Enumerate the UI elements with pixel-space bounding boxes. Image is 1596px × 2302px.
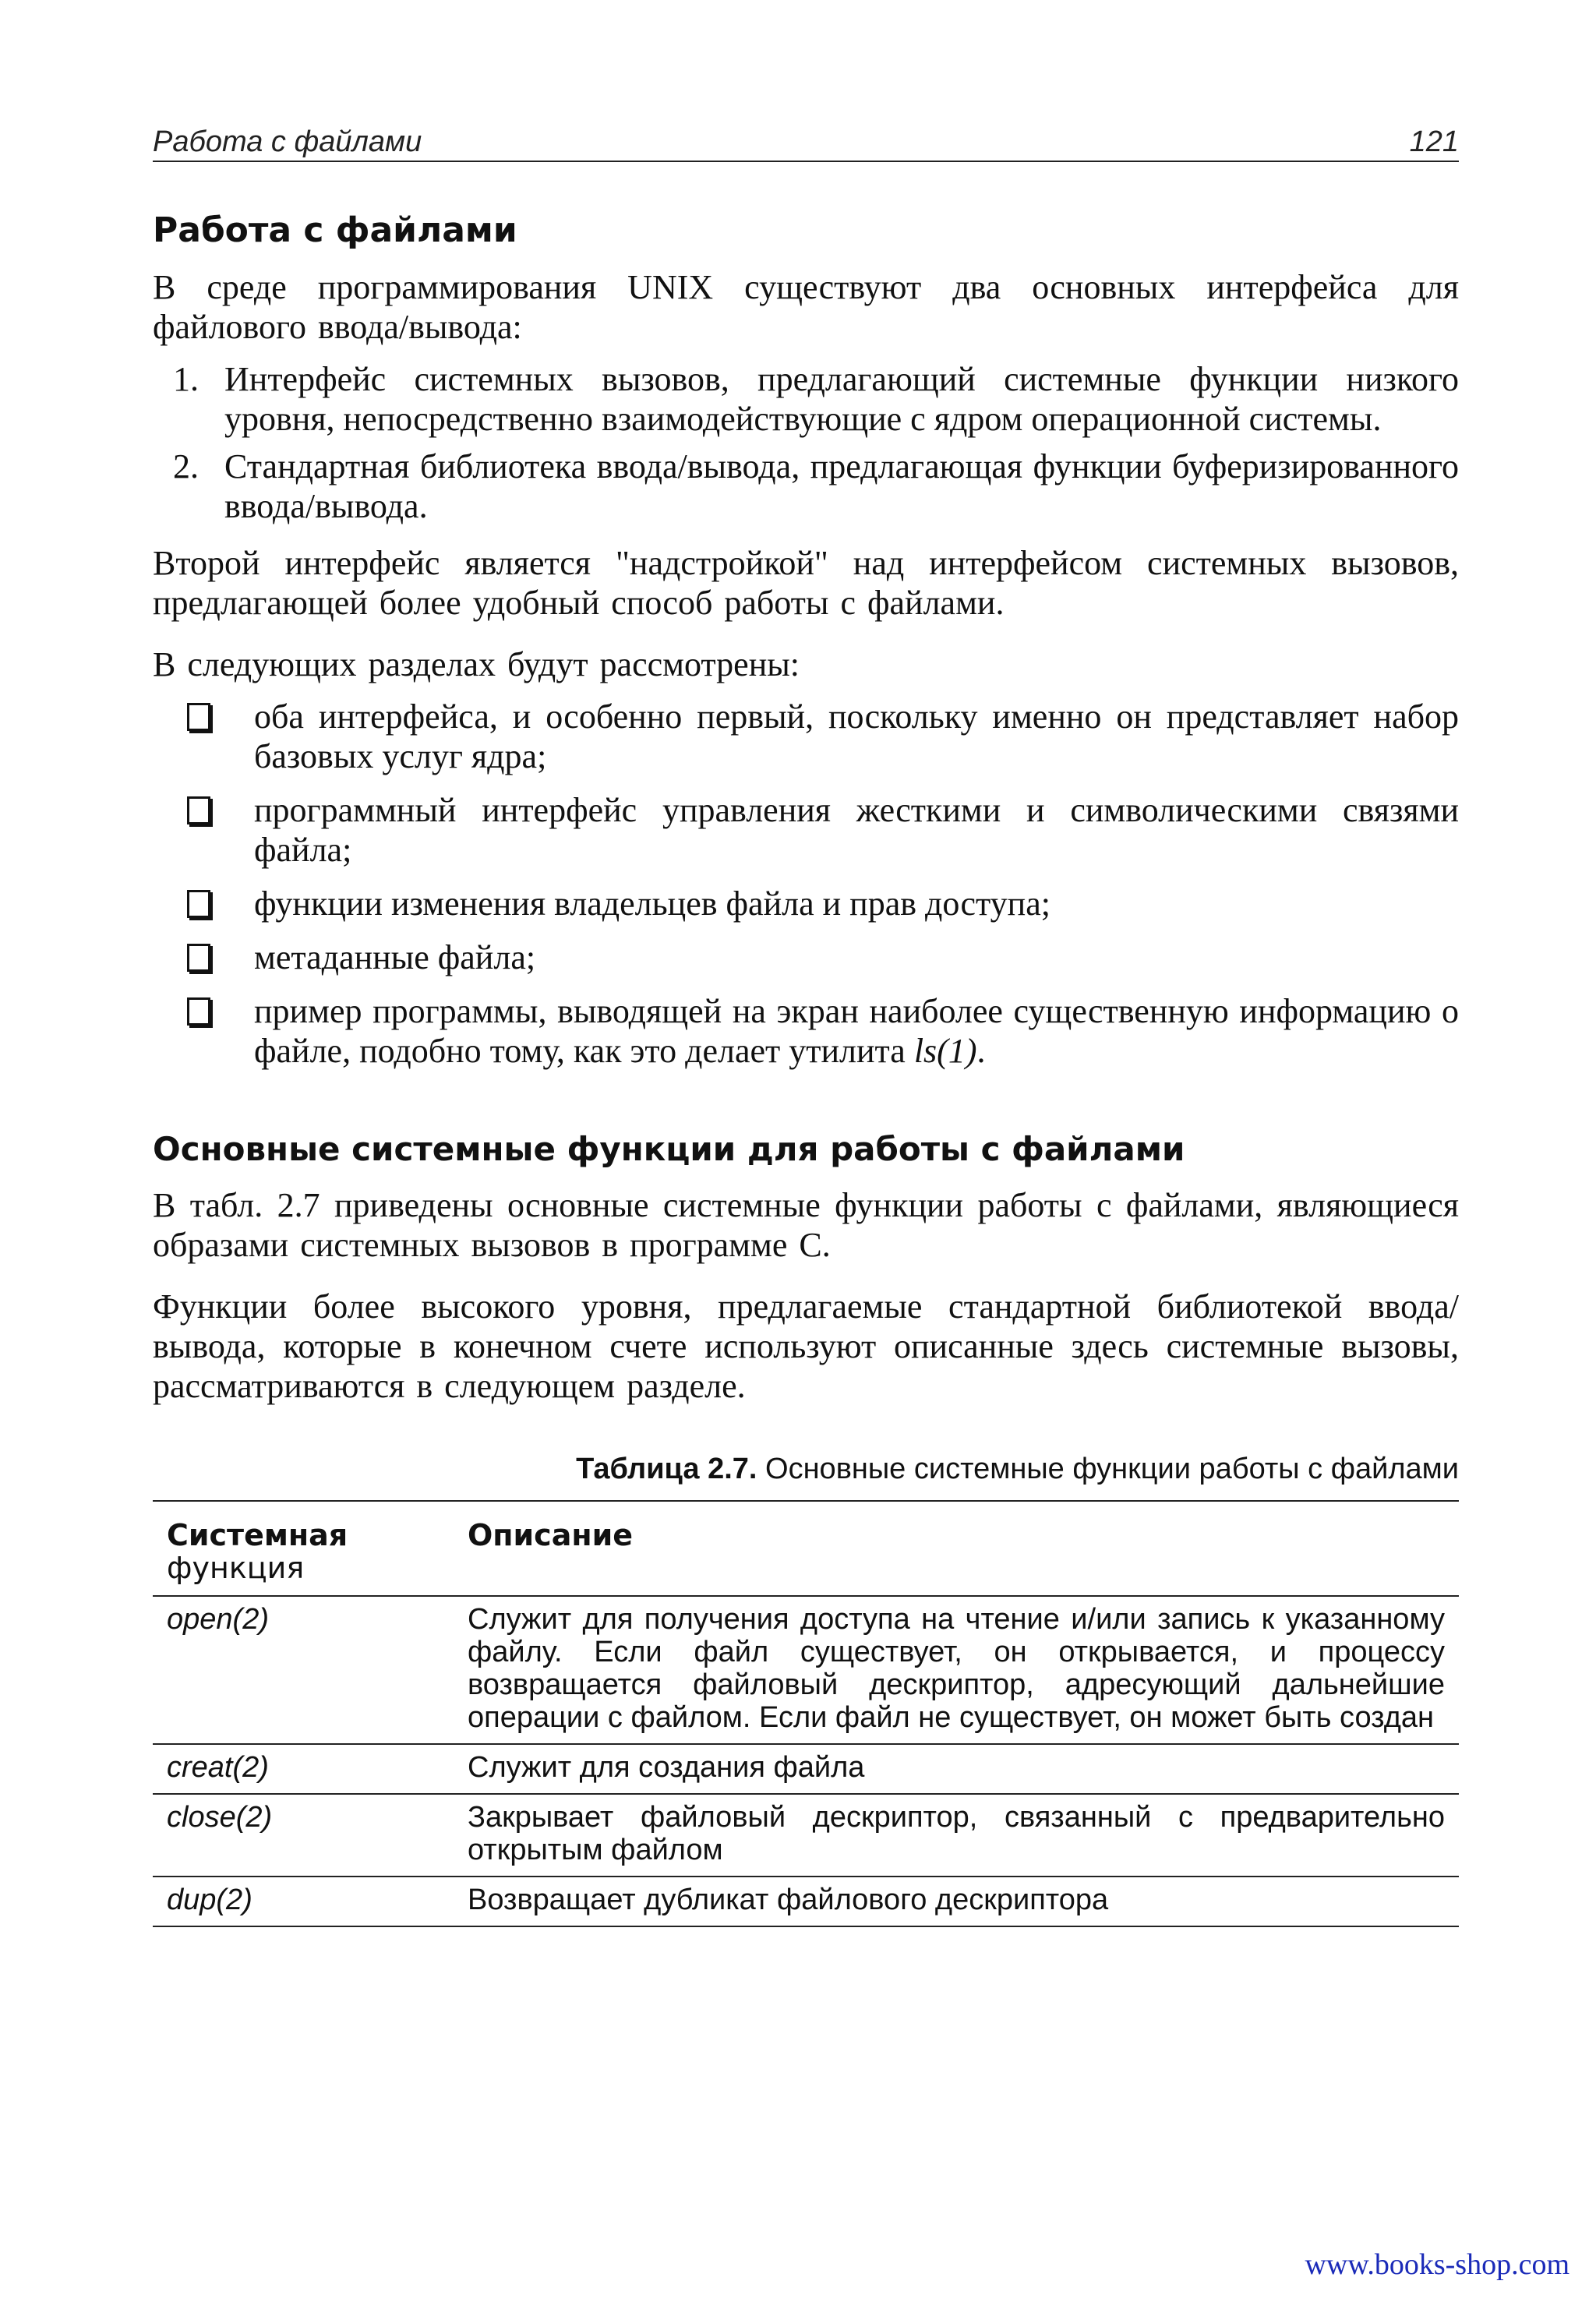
function-description: Служит для получения доступа на чтение и/или запись к указанному файлу. Если файл существует, он открывается, и процессу возвращается файловый дескриптор, адресующий дальнейшие операции с файлом. Если файл не существует, он может быть создан	[468, 1603, 1445, 1734]
footer-url: www.books-shop.com	[1305, 2248, 1570, 2281]
numbered-list	[153, 359, 1459, 526]
bullet-text: метаданные файла;	[254, 938, 536, 976]
table-caption-label: Таблица 2.7.	[576, 1453, 757, 1485]
bullet-text: функции изменения владельцев файла и прав доступа;	[254, 884, 1050, 923]
bullet-list	[153, 697, 1459, 1071]
book-page	[153, 117, 1459, 1927]
page-number: 121	[1409, 125, 1459, 158]
table-row	[153, 1596, 1459, 1744]
checkbox-bullet-icon	[187, 997, 210, 1026]
bullet-text: оба интерфейса, и особенно первый, поскольку именно он представляет набор базовых услуг ядра;	[254, 697, 1459, 775]
table-row	[153, 1877, 1459, 1926]
function-name: creat(2)	[167, 1751, 269, 1784]
table-caption	[153, 1453, 1459, 1486]
function-name: dup(2)	[167, 1884, 252, 1916]
function-description: Возвращает дубликат файлового дескриптора	[468, 1884, 1109, 1916]
numbered-item	[153, 447, 1459, 526]
bullet-item	[153, 790, 1459, 870]
bullet-end: .	[976, 1032, 986, 1070]
section-heading-system-functions: Основные системные функции для работы с файлами	[153, 1130, 1185, 1168]
numbered-item	[153, 359, 1459, 439]
item-text: Стандартная библиотека ввода/вывода, предлагающая функции буферизированного ввода/вывода.	[224, 447, 1459, 525]
function-name: open(2)	[167, 1603, 269, 1636]
paragraph-following-sections: В следующих разделах будут рассмотрены:	[153, 645, 800, 683]
bullet-item	[153, 697, 1459, 776]
bullet-item	[153, 991, 1459, 1071]
checkbox-bullet-icon	[187, 890, 210, 918]
bullet-text: пример программы, выводящей на экран наиболее существенную информацию о файле, подобно тому, как это делает утилита	[254, 992, 1459, 1070]
function-description: Служит для создания файла	[468, 1751, 865, 1784]
table-header-row	[153, 1501, 1459, 1596]
function-description: Закрывает файловый дескриптор, связанный с предварительно открытым файлом	[468, 1801, 1445, 1866]
bullet-item	[153, 884, 1459, 923]
running-title: Работа с файлами	[153, 125, 422, 158]
item-text: Интерфейс системных вызовов, предлагающий системные функции низкого уровня, непосредственно взаимодействующие с ядром операционной системы.	[224, 360, 1459, 438]
paragraph-second-interface: Второй интерфейс является "надстройкой" над интерфейсом системных вызовов, предлагающей более удобный способ работы с файлами.	[153, 544, 1459, 622]
table-row	[153, 1794, 1459, 1877]
bullet-item	[153, 937, 1459, 977]
bullet-text: программный интерфейс управления жесткими и символическими связями файла;	[254, 791, 1459, 869]
running-header	[153, 117, 1459, 162]
command-name: ls(1)	[913, 1032, 977, 1070]
item-number: 2.	[173, 447, 199, 485]
paragraph-higher-level: Функции более высокого уровня, предлагаемые стандартной библиотекой ввода/вывода, которые в конечном счете используют описанные здесь системные вызовы, рассматриваются в следующем разделе.	[153, 1287, 1459, 1405]
table-row	[153, 1744, 1459, 1794]
function-name: close(2)	[167, 1801, 273, 1834]
column-header-function: Системная функция	[167, 1518, 348, 1585]
checkbox-bullet-icon	[187, 796, 210, 824]
section-heading-files: Работа с файлами	[153, 210, 517, 250]
system-functions-table	[153, 1500, 1459, 1927]
checkbox-bullet-icon	[187, 703, 210, 731]
column-header-description: Описание	[468, 1518, 634, 1552]
paragraph-table-ref: В табл. 2.7 приведены основные системные функции работы с файлами, являющиеся образами системных вызовов в программе С.	[153, 1186, 1459, 1264]
item-number: 1.	[173, 360, 199, 398]
checkbox-bullet-icon	[187, 944, 210, 972]
table-caption-text: Основные системные функции работы с файлами	[765, 1453, 1459, 1485]
intro-paragraph: В среде программирования UNIX существуют два основных интерфейса для файлового ввода/вывода:	[153, 268, 1459, 346]
